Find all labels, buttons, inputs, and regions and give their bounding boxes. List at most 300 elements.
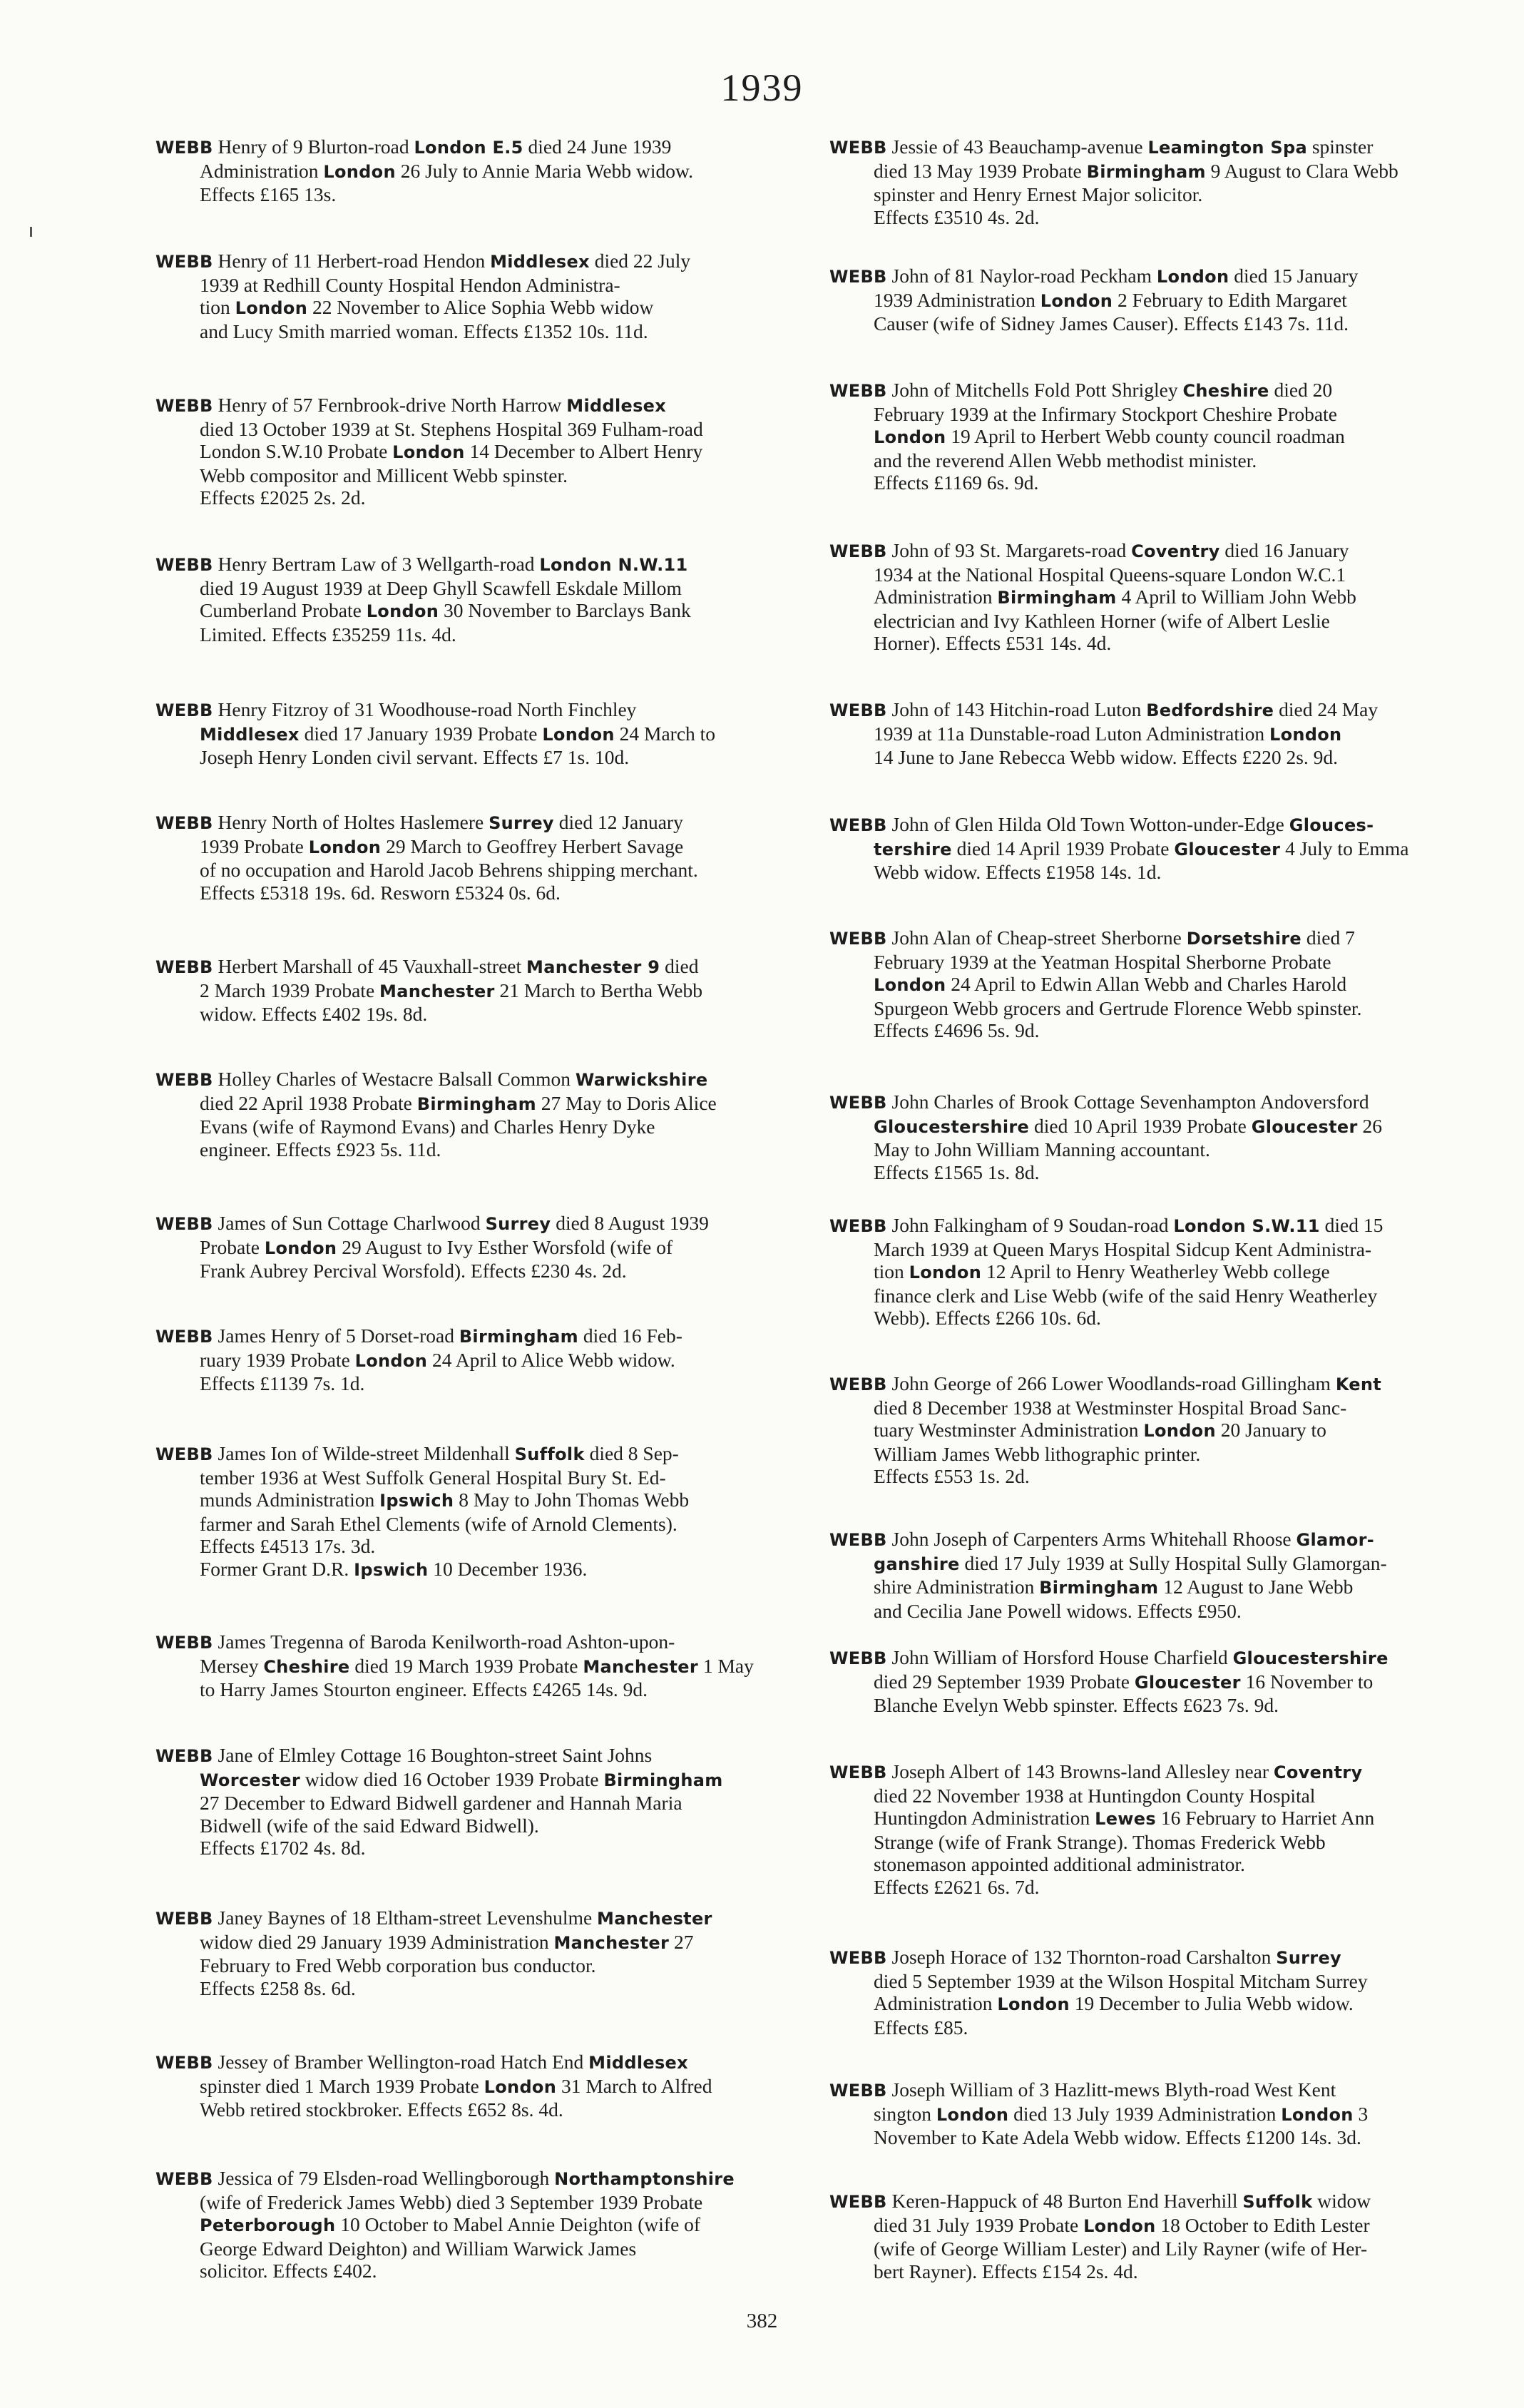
entry-text: Effects £165 13s.: [200, 183, 337, 205]
entry-text: died 13 May 1939 Probate: [874, 159, 1087, 182]
entry-text: died 13 October 1939 at St. Stephens Hospital 369 Fulham-road: [200, 417, 703, 440]
page-number: 382: [746, 2310, 778, 2332]
entry-text: 27 December to Edward Bidwell gardener and Hannah Maria: [200, 1792, 682, 1814]
entry-text: Administration: [200, 159, 324, 182]
entry-text: Janey Baynes of 18 Eltham-street Levenshulme: [213, 1907, 598, 1929]
entry-first-line: [829, 1528, 1478, 1552]
entry-place: Birmingham: [603, 1770, 723, 1790]
entry-line: [200, 183, 804, 206]
entry-text: John William of Horsford House Charfield: [886, 1646, 1233, 1668]
entry-text: Cumberland Probate: [200, 599, 367, 621]
entry-first-line: [155, 1744, 804, 1768]
entry-line: [200, 1466, 804, 1489]
entry-surname: WEBB: [155, 1909, 213, 1929]
entry-line: [200, 623, 804, 646]
entry-surname: WEBB: [155, 1214, 213, 1234]
entry-line: [874, 1807, 1478, 1831]
entry-line: [200, 1954, 804, 1977]
entry-text: Joseph Albert of 143 Browns-land Allesley near: [886, 1760, 1274, 1782]
register-entry: [829, 1214, 1478, 1330]
entry-text: widow. Effects £402 19s. 8d.: [200, 1003, 428, 1025]
register-entry: [829, 379, 1478, 494]
entry-text: Causer (wife of Sidney James Causer). Effects £143 7s. 11d.: [874, 312, 1349, 335]
entry-text: Herbert Marshall of 45 Vauxhall-street: [213, 955, 527, 977]
entry-line: [874, 610, 1478, 633]
entry-place: Birmingham: [416, 1093, 536, 1114]
entry-line: [874, 471, 1478, 494]
entry-text: Limited. Effects £35259 11s. 4d.: [200, 623, 456, 646]
entry-line: [874, 2214, 1478, 2238]
entry-line: [200, 1655, 804, 1679]
entry-text: 16 November to: [1240, 1670, 1374, 1693]
entry-line: [200, 859, 804, 882]
entry-line: [200, 2098, 804, 2121]
entry-place: London: [542, 724, 615, 745]
entry-text: Former Grant D.R.: [200, 1557, 354, 1580]
entry-first-line: [829, 1372, 1478, 1397]
entry-first-line: [155, 2051, 804, 2075]
entry-place: Middlesex: [490, 252, 590, 272]
entry-place: London: [1269, 724, 1342, 745]
entry-text: farmer and Sarah Ethel Clements (wife of Arnold Clements).: [200, 1512, 677, 1535]
entry-line: [874, 1465, 1478, 1488]
entry-line: [874, 425, 1478, 449]
entry-line: [200, 1003, 804, 1026]
entry-text: November to Kate Adela Webb widow. Effects £1200 14s. 3d.: [874, 2126, 1361, 2148]
entry-place: Glamor-: [1296, 1530, 1375, 1550]
entry-text: 14 June to Jane Rebecca Webb widow. Effects £220 2s. 9d.: [874, 746, 1339, 768]
entry-place: Suffolk: [1242, 2192, 1313, 2212]
entry-place: Coventry: [1273, 1762, 1363, 1782]
entry-text: Bidwell (wife of the said Edward Bidwell).: [200, 1814, 539, 1837]
entry-line: [874, 746, 1478, 769]
entry-text: Effects £1565 1s. 8d.: [874, 1160, 1040, 1183]
entry-place: Birmingham: [1039, 1578, 1159, 1598]
entry-line: [200, 418, 804, 441]
entry-text: died 15 January: [1229, 265, 1359, 287]
entry-place: Manchester: [379, 981, 495, 1001]
entry-place: ganshire: [874, 1554, 960, 1574]
entry-text: died 5 September 1939 at the Wilson Hospital Mitcham Surrey: [874, 1969, 1368, 1992]
register-entry: [829, 1091, 1478, 1183]
register-entry: [155, 394, 804, 509]
entry-first-line: [829, 1760, 1478, 1785]
entry-text: Effects £5318 19s. 6d. Resworn £5324 0s. 6d.: [200, 881, 561, 904]
entry-first-line: [155, 394, 804, 418]
entry-line: [874, 1138, 1478, 1161]
entry-first-line: [155, 250, 804, 274]
entry-text: 12 April to Henry Weatherley Webb college: [981, 1260, 1330, 1282]
entry-line: [874, 1019, 1478, 1042]
entry-text: died 15: [1319, 1214, 1384, 1236]
entry-line: [874, 1992, 1478, 2016]
entry-first-line: [155, 955, 804, 979]
entry-place: Middlesex: [566, 396, 667, 416]
entry-line: [200, 1349, 804, 1373]
entry-surname: WEBB: [155, 138, 213, 158]
entry-text: Strange (wife of Frank Strange). Thomas Frederick Webb: [874, 1830, 1326, 1853]
entry-line: [200, 320, 804, 343]
register-entry: [155, 1907, 804, 1999]
entry-text: Effects £553 1s. 2d.: [874, 1465, 1030, 1487]
entry-line: [200, 464, 804, 487]
entry-surname: WEBB: [155, 1070, 213, 1090]
entry-line: [874, 973, 1478, 997]
entry-text: John Falkingham of 9 Soudan-road: [886, 1214, 1174, 1236]
entry-place: Surrey: [1276, 1948, 1341, 1968]
entry-text: tion: [200, 296, 235, 318]
entry-first-line: [829, 539, 1478, 563]
entry-line: [200, 1513, 804, 1536]
entry-first-line: [829, 698, 1478, 723]
entry-place: Ipswich: [379, 1491, 454, 1511]
entry-line: [874, 951, 1478, 974]
entry-line: [200, 882, 804, 904]
entry-text: died 8 Sep-: [584, 1442, 679, 1464]
entry-place: Ipswich: [354, 1559, 429, 1580]
entry-text: died 29 September 1939 Probate: [874, 1670, 1135, 1693]
entry-line: [874, 632, 1478, 655]
entry-surname: WEBB: [829, 1648, 887, 1668]
entry-line: [200, 1768, 804, 1792]
entry-surname: WEBB: [155, 1327, 213, 1347]
entry-text: died 22 November 1938 at Huntingdon County Hospital: [874, 1784, 1316, 1807]
entry-line: [200, 2260, 804, 2282]
entry-line: [874, 2016, 1478, 2039]
entry-line: [200, 1260, 804, 1282]
entry-place: London E.5: [414, 138, 523, 158]
entry-surname: WEBB: [829, 1093, 887, 1113]
entry-text: Blanche Evelyn Webb spinster. Effects £623 7s. 9d.: [874, 1694, 1279, 1716]
entry-text: Spurgeon Webb grocers and Gertrude Florence Webb spinster.: [874, 996, 1362, 1019]
entry-text: Henry of 9 Blurton-road: [213, 136, 414, 158]
entry-text: died 22 April 1938 Probate: [200, 1091, 417, 1114]
entry-text: Effects £85.: [874, 2016, 968, 2039]
entry-line: [874, 586, 1478, 610]
entry-line: [874, 206, 1478, 229]
entry-text: died 20: [1269, 379, 1333, 401]
entry-line: [874, 1238, 1478, 1261]
entry-surname: WEBB: [829, 1374, 887, 1394]
entry-text: 4 April to William John Webb: [1116, 586, 1356, 608]
entry-text: finance clerk and Lise Webb (wife of the said Henry Weatherley: [874, 1284, 1378, 1307]
entry-first-line: [155, 1212, 804, 1236]
register-entry: [829, 1760, 1478, 1898]
entry-text: Joseph William of 3 Hazlitt-mews Blyth-road West Kent: [886, 2078, 1336, 2101]
entry-line: [200, 1558, 804, 1582]
entry-surname: WEBB: [829, 1948, 887, 1968]
entry-text: 14 December to Albert Henry: [464, 440, 703, 462]
entry-place: London: [1143, 1421, 1216, 1441]
register-entry: [155, 811, 804, 904]
entry-first-line: [829, 1214, 1478, 1238]
entry-text: died 13 July 1939 Administration: [1008, 2102, 1282, 2125]
entry-first-line: [829, 813, 1478, 837]
entry-text: 1939 at 11a Dunstable-road Luton Administration: [874, 722, 1269, 745]
entry-text: 19 April to Herbert Webb county council roadman: [946, 425, 1345, 447]
entry-surname: WEBB: [829, 700, 887, 720]
entry-place: London S.W.11: [1173, 1216, 1320, 1236]
entry-surname: WEBB: [155, 1444, 213, 1464]
entry-place: London: [366, 601, 439, 621]
entry-place: Surrey: [485, 1214, 551, 1234]
entry-place: London: [909, 1262, 982, 1282]
entry-text: Effects £4513 17s. 3d.: [200, 1535, 376, 1557]
entry-text: died 19 March 1939 Probate: [349, 1654, 583, 1677]
entry-line: [874, 1853, 1478, 1876]
entry-text: James Henry of 5 Dorset-road: [213, 1325, 459, 1347]
entry-line: [200, 440, 804, 464]
entry-line: [200, 1535, 804, 1558]
entry-line: [200, 274, 804, 297]
entry-line: [874, 449, 1478, 472]
register-entry: [829, 813, 1478, 884]
entry-place: Kent: [1335, 1374, 1382, 1394]
entry-line: [874, 1670, 1478, 1695]
entry-place: Worcester: [200, 1770, 301, 1790]
entry-text: March 1939 at Queen Marys Hospital Sidcup Kent Administra-: [874, 1238, 1372, 1260]
entry-text: spinster died 1 March 1939 Probate: [200, 2074, 484, 2097]
register-entry: [155, 1212, 804, 1282]
entry-first-line: [829, 927, 1478, 951]
entry-text: Effects £1139 7s. 1d.: [200, 1372, 365, 1394]
entry-place: Dorsetshire: [1186, 929, 1301, 949]
entry-text: 29 August to Ivy Esther Worsfold (wife of: [337, 1235, 673, 1258]
entry-text: Jane of Elmley Cottage 16 Boughton-street Saint Johns: [213, 1744, 653, 1766]
entry-place: Peterborough: [200, 2215, 336, 2235]
entry-place: Cheshire: [1182, 381, 1269, 401]
entry-text: 12 August to Jane Webb: [1158, 1576, 1354, 1598]
entry-surname: WEBB: [155, 555, 213, 575]
entry-place: London: [264, 1238, 337, 1258]
entry-line: [200, 1792, 804, 1815]
register-entry: [829, 1646, 1478, 1717]
entry-place: London: [308, 837, 382, 857]
entry-line: [200, 835, 804, 859]
entry-text: 24 April to Edwin Allan Webb and Charles Harold: [946, 973, 1347, 995]
entry-text: Henry of 57 Fernbrook-drive North Harrow: [213, 394, 567, 416]
entry-text: 16 February to Harriet Ann: [1155, 1807, 1375, 1829]
entry-first-line: [155, 698, 804, 723]
entry-text: 1934 at the National Hospital Queens-square London W.C.1: [874, 563, 1346, 586]
entry-text: 21 March to Bertha Webb: [494, 979, 702, 1001]
entry-text: stonemason appointed additional administrator.: [874, 1853, 1245, 1875]
entry-first-line: [829, 2078, 1478, 2103]
entry-place: London: [484, 2076, 557, 2097]
entry-surname: WEBB: [829, 2192, 887, 2212]
entry-place: Warwickshire: [575, 1070, 708, 1090]
entry-line: [200, 2075, 804, 2099]
entry-place: Surrey: [489, 813, 554, 833]
entry-place: London: [323, 161, 396, 182]
entry-place: tershire: [874, 839, 952, 859]
entry-line: [874, 837, 1478, 862]
entry-text: and Cecilia Jane Powell widows. Effects £950.: [874, 1599, 1242, 1622]
entry-text: 2 March 1939 Probate: [200, 979, 380, 1001]
entry-text: Effects £4696 5s. 9d.: [874, 1019, 1040, 1041]
entry-place: Manchester: [597, 1909, 712, 1929]
register-entry: [155, 1325, 804, 1395]
entry-text: May to John William Manning accountant.: [874, 1138, 1210, 1160]
entry-line: [200, 2213, 804, 2238]
entry-text: Horner). Effects £531 14s. 4d.: [874, 632, 1112, 654]
entry-text: died 12 January: [553, 811, 683, 833]
entry-text: Henry of 11 Herbert-road Hendon: [213, 250, 491, 272]
entry-line: [200, 746, 804, 769]
entry-line: [200, 1815, 804, 1837]
register-entry: [829, 1946, 1478, 2039]
entry-line: [200, 160, 804, 184]
entry-first-line: [155, 1068, 804, 1092]
entry-line: [874, 1831, 1478, 1854]
entry-first-line: [155, 811, 804, 835]
entry-text: 29 March to Geoffrey Herbert Savage: [381, 835, 684, 857]
entry-text: James Tregenna of Baroda Kenilworth-road Ashton-upon-: [213, 1631, 675, 1653]
entry-line: [200, 2191, 804, 2214]
entry-text: widow died 29 January 1939 Administration: [200, 1930, 554, 1953]
entry-text: Effects £2621 6s. 7d.: [874, 1875, 1040, 1898]
entry-text: 9 August to Clara Webb: [1205, 159, 1398, 182]
entry-text: of no occupation and Harold Jacob Behrens shipping merchant.: [200, 859, 698, 881]
entry-text: spinster: [1306, 136, 1374, 158]
entry-place: Birmingham: [997, 588, 1117, 608]
entry-text: John Joseph of Carpenters Arms Whitehall Rhoose: [886, 1528, 1297, 1550]
entry-text: John of 81 Naylor-road Peckham: [886, 265, 1157, 287]
entry-text: London S.W.10 Probate: [200, 440, 393, 462]
register-entry: [829, 2078, 1478, 2149]
register-entry: [155, 136, 804, 206]
entry-text: bert Rayner). Effects £154 2s. 4d.: [874, 2260, 1138, 2282]
entry-place: Gloucestershire: [1232, 1648, 1389, 1668]
entry-place: London: [392, 442, 465, 462]
entry-text: 24 March to: [614, 722, 716, 745]
entry-surname: WEBB: [829, 929, 887, 949]
entry-text: 4 July to Emma: [1280, 837, 1409, 859]
entry-text: solicitor. Effects £402.: [200, 2260, 377, 2282]
entry-surname: WEBB: [829, 267, 887, 287]
entry-line: [874, 861, 1478, 884]
entry-place: London: [1040, 290, 1113, 311]
entry-text: 10 October to Mabel Annie Deighton (wife of: [335, 2213, 701, 2235]
entry-surname: WEBB: [155, 396, 213, 416]
entry-text: John Charles of Brook Cottage Sevenhampton Andoversford: [886, 1091, 1369, 1113]
entry-text: and the reverend Allen Webb methodist minister.: [874, 449, 1257, 471]
entry-text: February 1939 at the Infirmary Stockport Cheshire Probate: [874, 402, 1337, 425]
entry-surname: WEBB: [829, 1762, 887, 1782]
entry-place: Suffolk: [514, 1444, 585, 1464]
entry-text: to Harry James Stourton engineer. Effects £4265 14s. 9d.: [200, 1678, 648, 1700]
entry-line: [874, 997, 1478, 1020]
entry-text: tion: [874, 1260, 909, 1282]
entry-surname: WEBB: [155, 1633, 213, 1653]
entry-text: 1939 Probate: [200, 835, 309, 857]
entry-text: ruary 1939 Probate: [200, 1348, 355, 1371]
entry-first-line: [155, 1442, 804, 1466]
entry-place: Gloucester: [1134, 1672, 1241, 1693]
entry-place: Manchester: [583, 1656, 698, 1677]
entry-line: [200, 2238, 804, 2260]
register-entry: [829, 265, 1478, 335]
entry-text: died 24 May: [1274, 698, 1379, 720]
entry-line: [874, 1161, 1478, 1184]
entry-text: widow died 16 October 1939 Probate: [300, 1767, 604, 1790]
entry-line: [874, 1443, 1478, 1466]
entry-line: [874, 403, 1478, 426]
entry-text: Holley Charles of Westacre Balsall Common: [213, 1068, 576, 1090]
margin-mark: [30, 227, 32, 237]
register-entry: [829, 1372, 1478, 1488]
register-entry: [155, 553, 804, 646]
entry-text: John of Glen Hilda Old Town Wotton-under-Edge: [886, 813, 1289, 835]
entry-line: [200, 979, 804, 1004]
entry-line: [874, 1552, 1478, 1576]
entry-line: [200, 1116, 804, 1138]
register-entry: [829, 136, 1478, 228]
entry-line: [200, 486, 804, 509]
entry-first-line: [829, 1646, 1478, 1670]
entry-text: died 16 January: [1219, 539, 1349, 561]
entry-first-line: [829, 379, 1478, 403]
entry-place: Birmingham: [1086, 161, 1206, 182]
entry-place: Gloucester: [1174, 839, 1281, 859]
entry-first-line: [829, 265, 1478, 289]
entry-text: 1939 Administration: [874, 288, 1040, 311]
entry-surname: WEBB: [829, 1530, 887, 1550]
register-entry: [829, 927, 1478, 1042]
entry-text: (wife of Frederick James Webb) died 3 September 1939 Probate: [200, 2190, 703, 2213]
entry-text: died 14 April 1939 Probate: [951, 837, 1175, 859]
entry-text: sington: [874, 2102, 936, 2125]
entry-surname: WEBB: [155, 252, 213, 272]
entry-text: died 24 June 1939: [523, 136, 672, 158]
register-entry: [829, 2190, 1478, 2282]
entry-text: John Alan of Cheap-street Sherborne: [886, 927, 1187, 949]
entry-text: 22 November to Alice Sophia Webb widow: [307, 296, 654, 318]
entry-text: James Ion of Wilde-street Mildenhall: [213, 1442, 515, 1464]
entry-surname: WEBB: [829, 381, 887, 401]
register-entry: [155, 955, 804, 1026]
entry-text: Effects £2025 2s. 2d.: [200, 486, 366, 509]
entry-place: London: [1281, 2104, 1354, 2125]
entry-text: John George of 266 Lower Woodlands-road Gillingham: [886, 1372, 1336, 1394]
register-entry: [155, 1442, 804, 1581]
entry-place: Gloucestershire: [874, 1116, 1030, 1137]
entry-first-line: [155, 1631, 804, 1655]
entry-text: Keren-Happuck of 48 Burton End Haverhill: [886, 2190, 1243, 2212]
entry-text: Administration: [874, 586, 998, 608]
entry-text: 2 February to Edith Margaret: [1113, 288, 1347, 311]
entry-text: died 17 January 1939 Probate: [299, 722, 543, 745]
entry-text: Mersey: [200, 1654, 264, 1677]
entry-text: died 8 August 1939: [551, 1212, 709, 1234]
entry-text: 8 May to John Thomas Webb: [454, 1489, 690, 1511]
register-entry: [155, 1068, 804, 1160]
entry-text: Probate: [200, 1235, 265, 1258]
entry-line: [874, 1600, 1478, 1623]
entry-first-line: [155, 553, 804, 577]
entry-first-line: [155, 2167, 804, 2191]
entry-place: Middlesex: [200, 724, 300, 745]
entry-text: John of 93 St. Margarets-road: [886, 539, 1132, 561]
entry-surname: WEBB: [155, 1746, 213, 1766]
entry-line: [200, 1837, 804, 1859]
entry-line: [874, 1115, 1478, 1139]
entry-text: Henry North of Holtes Haslemere: [213, 811, 489, 833]
register-entry: [155, 2051, 804, 2121]
entry-text: died 31 July 1939 Probate: [874, 2213, 1084, 2236]
entry-place: London: [936, 2104, 1009, 2125]
entry-place: London: [1156, 267, 1229, 287]
